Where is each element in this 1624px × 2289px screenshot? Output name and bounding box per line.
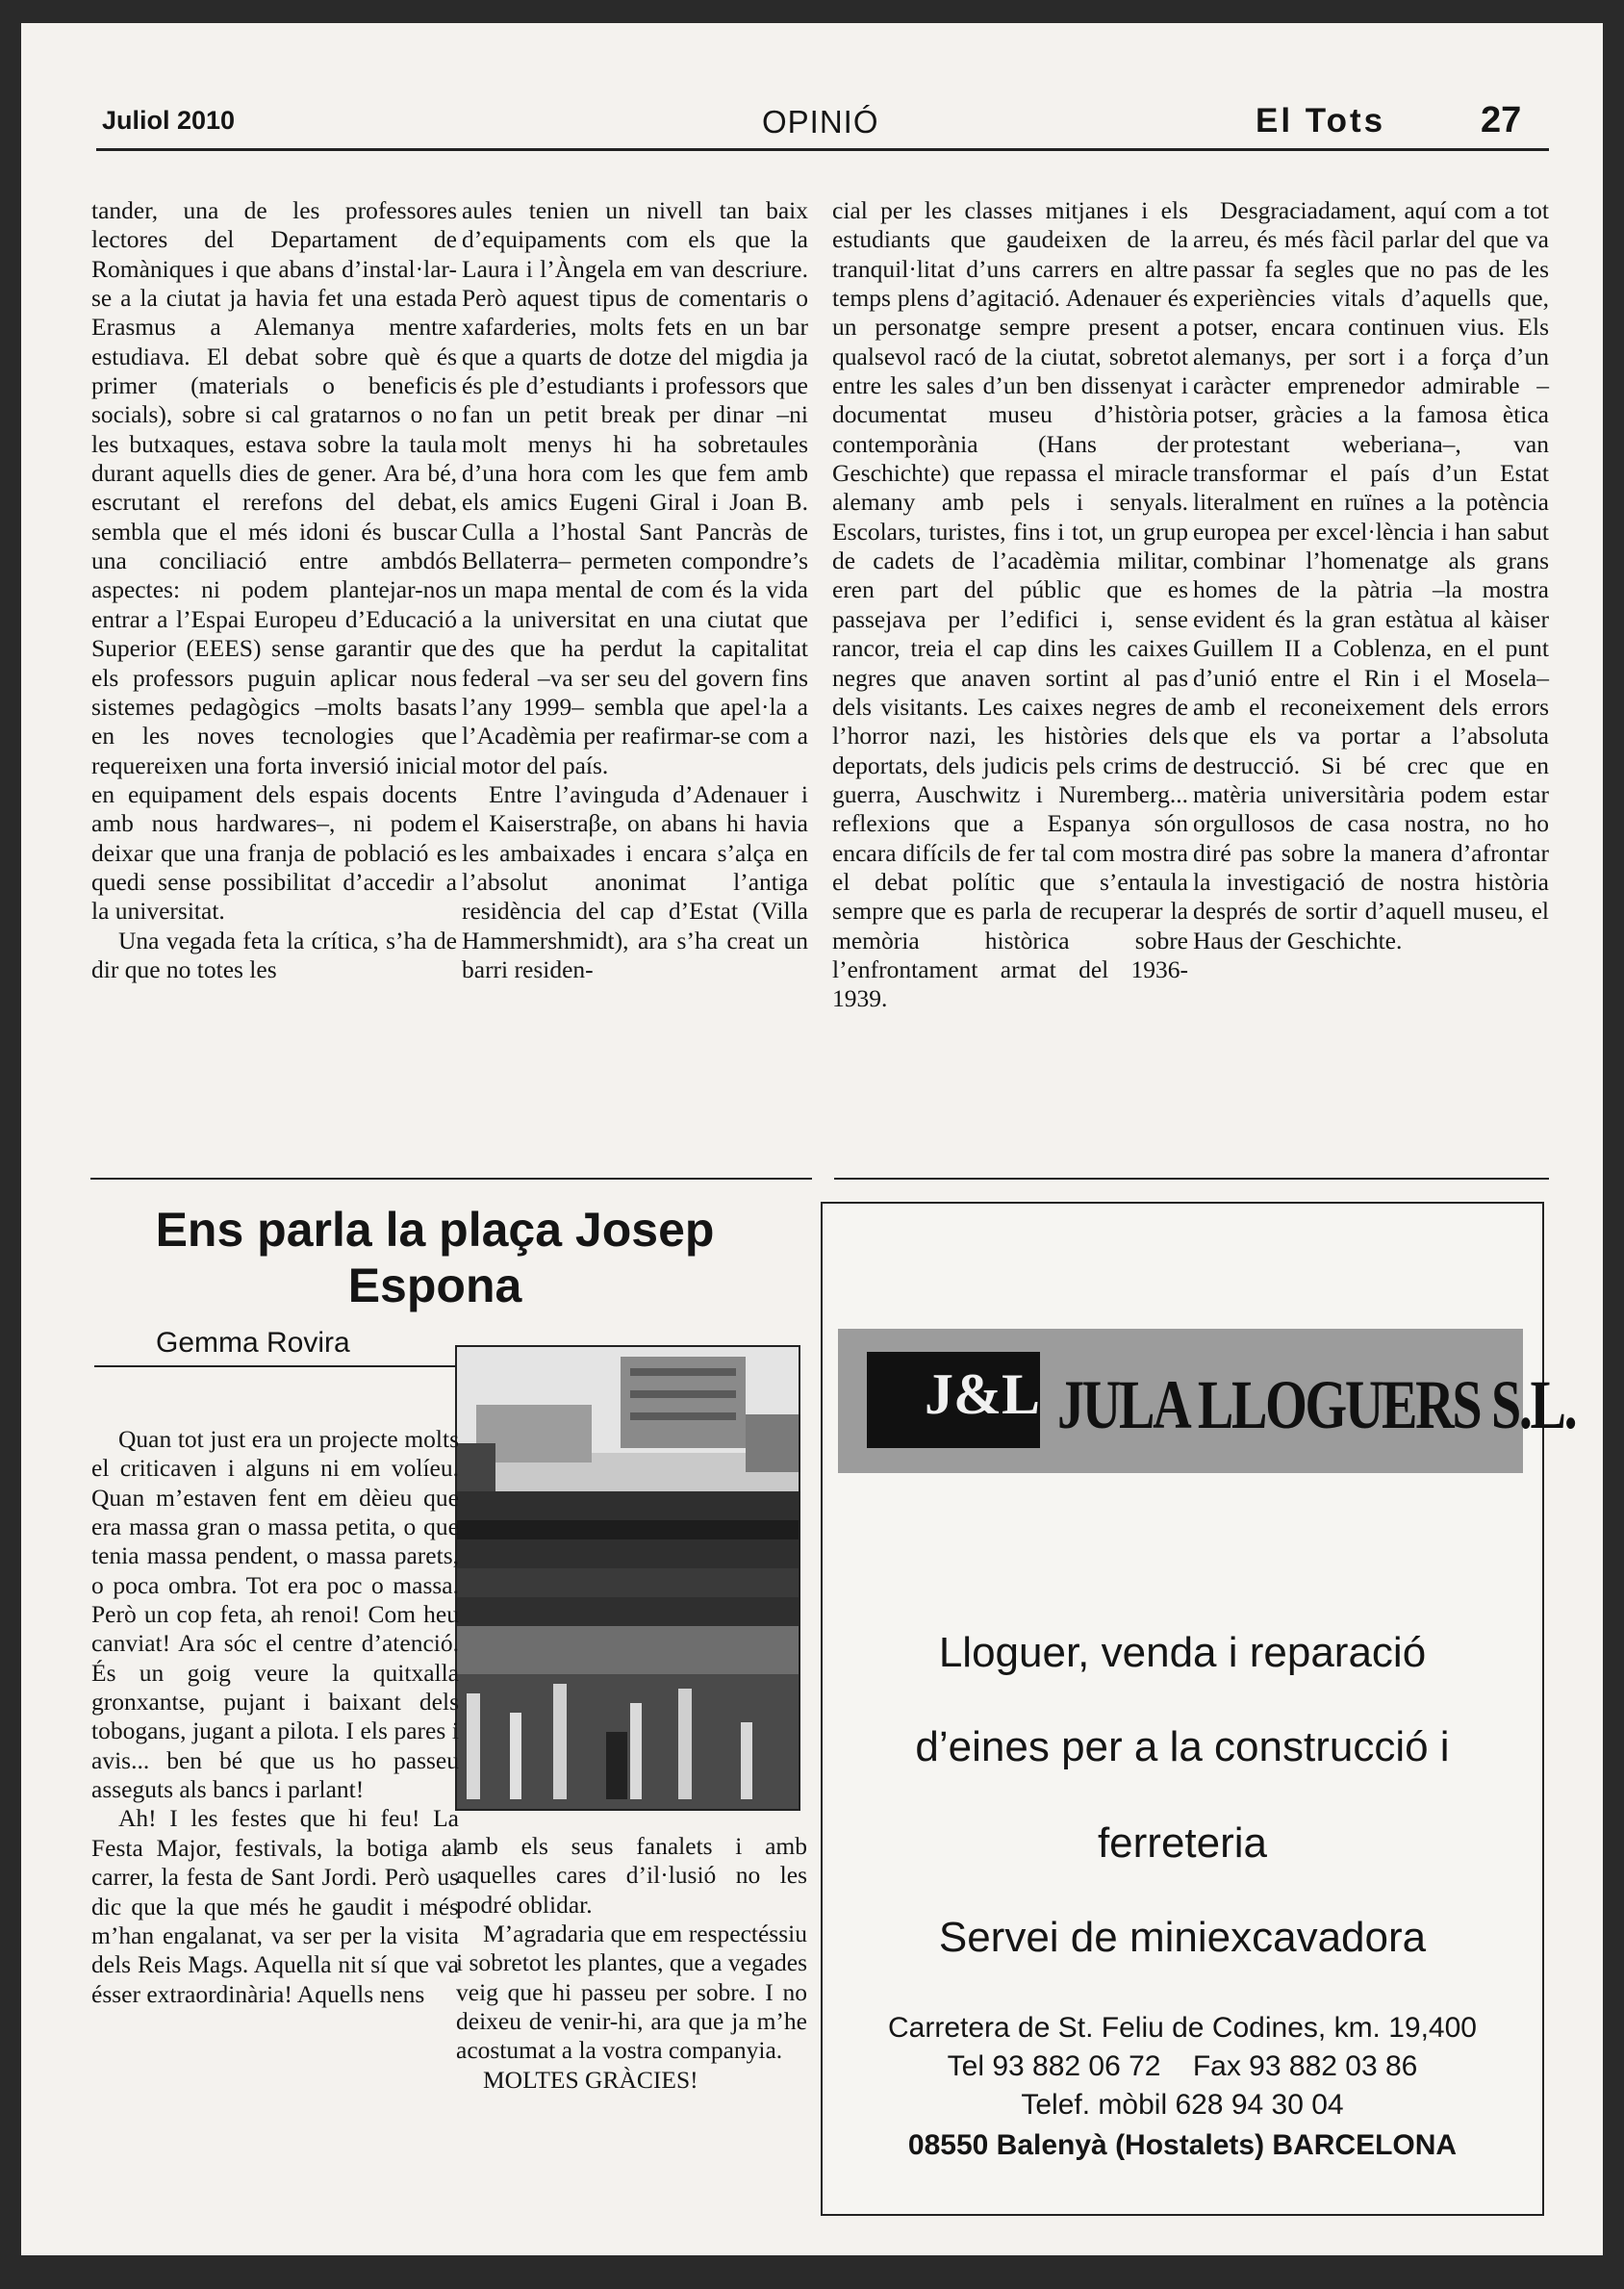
ad-service-line: ferreteria (1097, 1819, 1268, 1867)
ad-banner (838, 1329, 1576, 1473)
header-rule (96, 148, 1549, 151)
paragraph: tander, una de les professores lectores del Departament de Romàniques i que abans d’instal·lar-se a la ciutat ja havia fet una estada Erasmus a Alemanya mentre estudiava. El debat sobre què és primer (materials o beneficis socials), sobre si cal gratarnos o no les butxaques, estava sobre la taula durant aquells dies de gener. Ara bé, escrutant el rerefons del debat, sembla que el més idoni és buscar una conciliació entre ambdós aspectes: ni podem plantejar-nos entrar a l’Espai Europeu d’Educació Superior (EEES) sense garantir que els professors puguin aplicar nous sistemes pedagògics –molts basats en les noves tecnologies que requereixen una forta inversió inicial en equipament dels espais docents amb nous hardwares–, ni podem deixar que una franja de població es quedi sense possibilitat d’accedir a la universitat. (91, 196, 457, 926)
article-column-4 (1193, 196, 1549, 955)
logo-mark: J&L (925, 1362, 1040, 1426)
company-name: JULA LLOGUERS S.L. (1057, 1366, 1576, 1443)
article-column-3 (832, 196, 1188, 1014)
ad-address: Carretera de St. Feliu de Codines, km. 19,400 (888, 2012, 1477, 2044)
ad-mobile: Telef. mòbil 628 94 30 04 (1021, 2089, 1344, 2121)
story-column-1 (91, 1425, 459, 2009)
paragraph: Desgraciadament, aquí com a tot arreu, és més fàcil parlar del que va passar fa segles que no pas de les experiències vitals d’aquells que, potser, encara continuen vius. Els alemanys, per sort i a força d’un caràcter emprenedor admirable –potser, gràcies a la famosa ètica protestant weberiana–, van transformar el país d’un Estat literalment en ruïnes a la potència europea per excel·lència i han sabut combinar l’homenatge als grans homes de la pàtria –la mostra evident és la gran estàtua al kàiser Guillem II a Coblenza, en el punt d’unió entre el Rin i el Mosela– amb el reconeixement dels errors que els va portar a l’absoluta destrucció. Si bé crec que en matèria universitària podem estar orgullosos de casa nostra, no ho diré pas sobre la manera d’afrontar la investigació de nostra història després de sortir d’aquell museu, el Haus der Geschichte. (1193, 196, 1549, 954)
paragraph: Ah! I les festes que hi feu! La Festa Major, festivals, la botiga al carrer, la festa de Sant Jordi. Però us dic que la que més he gaudit i més m’han engalanat, va ser per la visita dels Reis Mags. Aquella nit sí que va ésser extraordinària! Aquells nens (91, 1804, 459, 2008)
paragraph: Entre l’avinguda d’Adenauer i el Kaiserstraβe, on abans hi havia les ambaixades i encara s’alça en l’absolut anonimat l’antiga residència del cap d’Estat (Villa Hammershmidt), ara s’ha creat un barri residen- (462, 779, 808, 983)
newspaper-page (21, 23, 1603, 2255)
article-column-2 (462, 196, 808, 984)
paragraph: M’agradaria que em respectéssiu i sobretot les plantes, que a vegades veig que hi passeu per sobre. I no deixeu de venir-hi, ara que ja m’he acostumat a la vostra companyia. (456, 1920, 807, 2065)
author-rule (94, 1365, 458, 1367)
section-divider (90, 1178, 812, 1180)
section-divider (834, 1178, 1549, 1180)
ad-phones: Tel 93 882 06 72 Fax 93 882 03 86 (947, 2050, 1418, 2082)
paragraph: Una vegada feta la crítica, s’ha de dir que no totes les (91, 926, 457, 983)
ad-service-line: Servei de miniexcavadora (938, 1914, 1427, 1961)
article-headline: Ens parla la plaça Josep Espona (155, 1203, 715, 1312)
paragraph: aules tenien un nivell tan baix d’equipaments com els que la Laura i l’Àngela em van descriure. Però aquest tipus de comentaris o xafarderies, molts fets en un bar que a quarts de dotze del migdia ja és ple d’estudiants i professors que fan un petit break per dinar –ni molt menys hi ha sobretaules d’una hora com les que fem amb els amics Eugeni Giral i Joan B. Culla a l’hostal Sant Pancràs de Bellaterra– permeten compondre’s un mapa mental de com és la vida a la universitat en una ciutat que des que ha perdut la capitalitat federal –va ser seu del govern fins l’any 1999– sembla que apel·la a l’Acadèmia per reafirmar-se com a motor del país. (462, 196, 808, 779)
paragraph: Quan tot just era un projecte molts el criticaven i alguns ni em volíeu. Quan m’estaven fent em dèieu que era massa gran o massa petita, o que tenia massa pendent, o massa parets, o poca ombra. Tot era poc o massa. Però un cop feta, ah renoi! Com heu canviat! Ara sóc el centre d’atenció. És un goig veure la quitxalla gronxantse, pujant i baixant dels tobogans, jugant a pilota. I els pares i avis... ben bé que us ho passeu asseguts als bancs i parlant! (91, 1425, 459, 1804)
advertisement (821, 1202, 1576, 2216)
company-logo (867, 1352, 1040, 1448)
ad-service-line: d’eines per a la construcció i (915, 1723, 1450, 1770)
article-column-1 (91, 196, 457, 984)
paragraph: amb els seus fanalets i amb aquelles cares d’il·lusió no les podré oblidar. (456, 1832, 807, 1919)
ad-city: 08550 Balenyà (Hostalets) BARCELONA (907, 2129, 1458, 2161)
paragraph: cial per les classes mitjanes i els estudiants que gaudeixen de la tranquil·litat d’uns carrers en altre temps plens d’agitació. Adenauer és un personatge sempre present a qualsevol racó de la ciutat, sobretot entre les sales d’un ben dissenyat i documentat museu d’història contemporània (Hans der Geschichte) que repassa el miracle alemany amb pels i senyals. Escolars, turistes, fins i tot, un grup de cadets de l’acadèmia militar, eren part del públic que es passejava per l’edifici i, sense rancor, treia el cap dins les caixes negres que anaven sortint al pas dels visitants. Les caixes negres de l’horror nazi, les històries dels deportats, dels judicis pels crims de guerra, Auschwitz i Nuremberg... reflexions que a Espanya són encara difícils de fer tal com mostra el debat polític que s’entaula sempre que es parla de recuperar la memòria històrica sobre l’enfrontament armat del 1936-1939. (832, 196, 1188, 1013)
ad-service-line: Lloguer, venda i reparació (938, 1629, 1427, 1676)
plaza-photo (455, 1345, 800, 1811)
section-title: OPINIÓ (762, 104, 879, 140)
page-number: 27 (1481, 100, 1522, 140)
article-author: Gemma Rovira (156, 1327, 350, 1359)
story-column-2 (456, 1832, 807, 2095)
issue-date: Juliol 2010 (102, 106, 236, 135)
closing-line: MOLTES GRÀCIES! (483, 2065, 698, 2094)
publication-name: El Tots (1256, 102, 1386, 140)
